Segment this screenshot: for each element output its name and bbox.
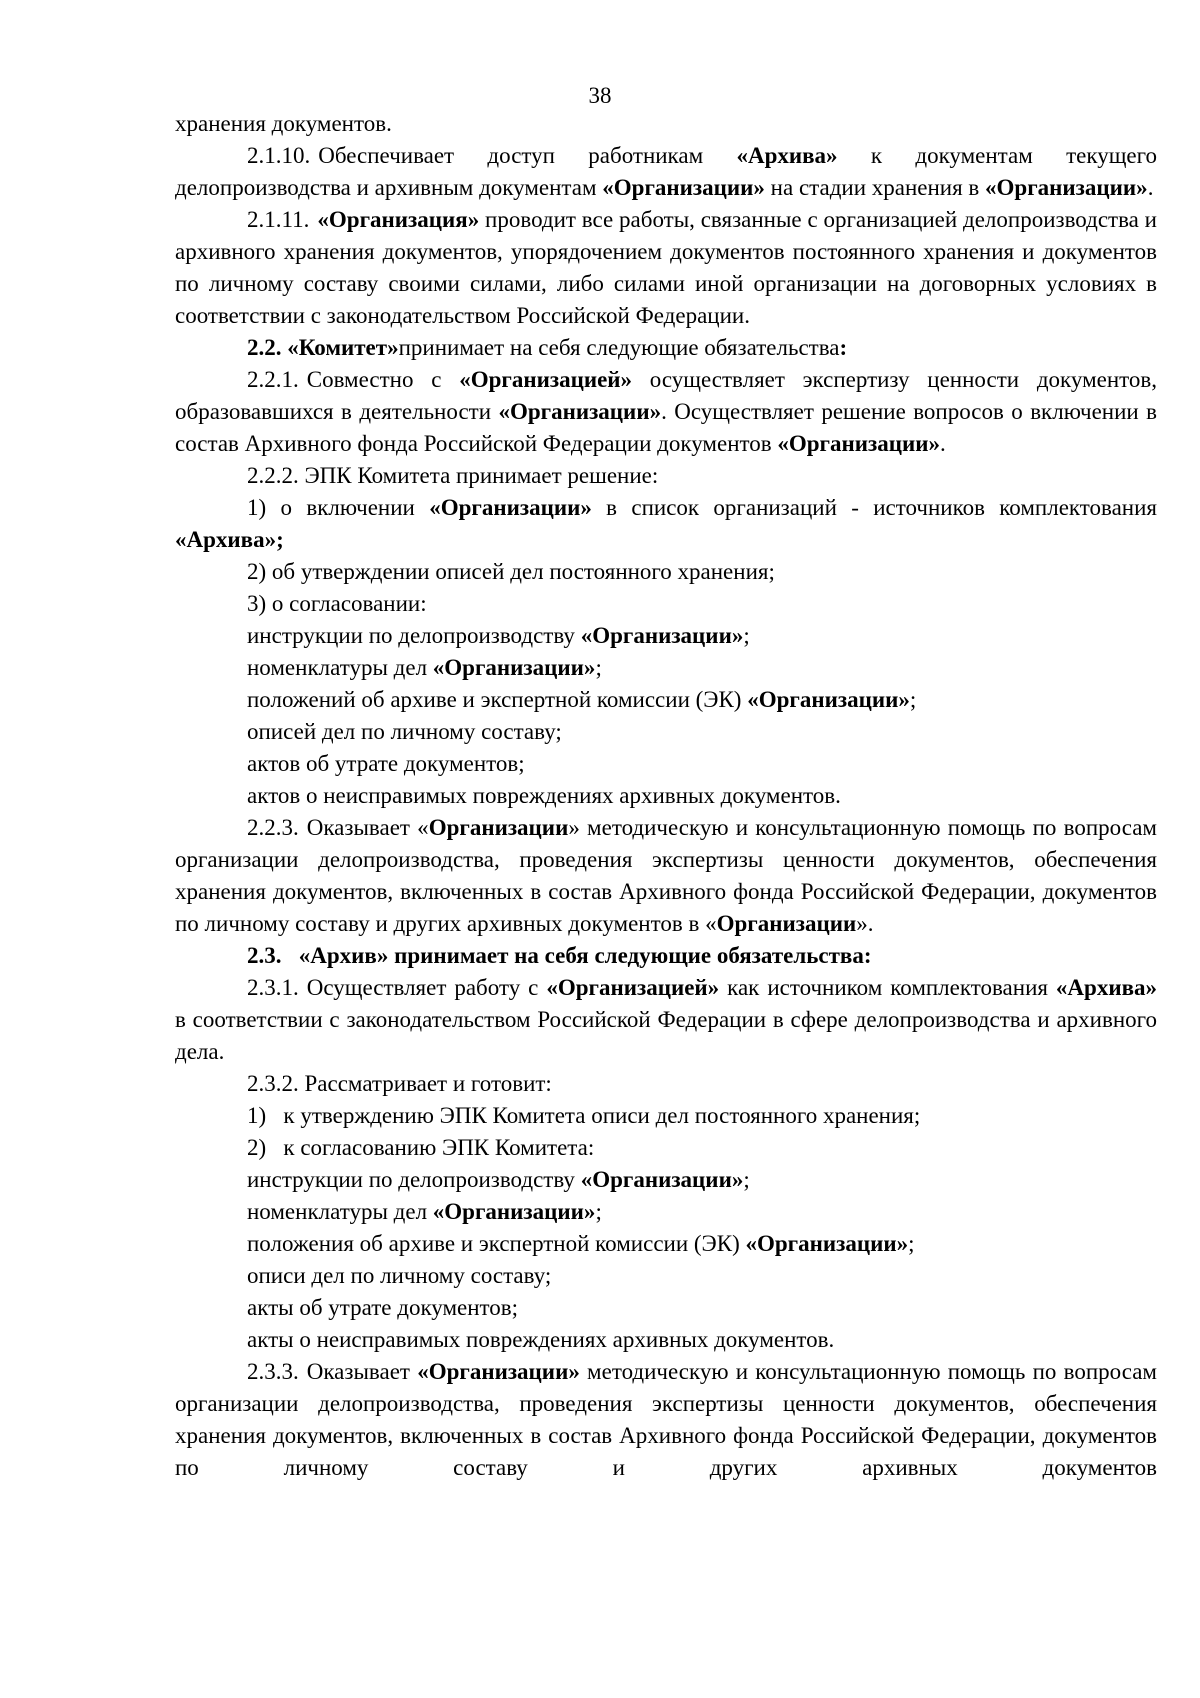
paragraph-2-3-1: 2.3.1. Осуществляет работу с «Организацией» как источником комплектования «Архива» в соответствии с законодательством Российской Федерации в сфере делопроизводства и архивного дела. [175,975,1157,1064]
sub-item: номенклатуры дел «Организации»; [247,655,602,680]
paragraph-2-3-2: 2.3.2. Рассматривает и готовит: [247,1071,552,1096]
sub-item: номенклатуры дел «Организации»; [247,1199,602,1224]
sub-item: акты о неисправимых повреждениях архивных документов. [247,1327,835,1352]
heading-2-3: 2.3. «Архив» принимает на себя следующие обязательства: [247,943,872,968]
paragraph-2-1-10: 2.1.10. Обеспечивает доступ работникам «Архива» к документам текущего делопроизводства и архивным документам «Организации» на стадии хранения в «Организации». [175,143,1157,200]
list-item-2: 2) к согласованию ЭПК Комитета: [247,1135,595,1160]
sub-item: инструкции по делопроизводству «Организации»; [247,623,750,648]
page-number: 38 [588,83,612,108]
sub-item: актов о неисправимых повреждениях архивных документов. [247,783,841,808]
list-item-3: 3) о согласовании: [247,591,427,616]
sub-item: инструкции по делопроизводству «Организации»; [247,1167,750,1192]
paragraph-2-2-2: 2.2.2. ЭПК Комитета принимает решение: [247,463,659,488]
paragraph-2-1-11: 2.1.11. «Организация» проводит все работы, связанные с организацией делопроизводства и архивного хранения документов, упорядочением документов постоянного хранения и документов по личному составу своими силами, либо силами иной организации на договорных условиях в соответствии с законодательством Российской Федерации. [175,207,1157,328]
sub-item: акты об утрате документов; [247,1295,519,1320]
paragraph-2-3-3: 2.3.3. Оказывает «Организации» методическую и консультационную помощь по вопросам организации делопроизводства, проведения экспертизы ценности документов, обеспечения хранения документов, включенных в состав Архивного фонда Российской Федерации, документов по личному составу и других архивных документов [175,1359,1157,1480]
sub-item: описей дел по личному составу; [247,719,562,744]
list-item-2: 2) об утверждении описей дел постоянного хранения; [247,559,775,584]
sub-item: актов об утрате документов; [247,751,525,776]
paragraph-2-2-3: 2.2.3. Оказывает «Организации» методическую и консультационную помощь по вопросам организации делопроизводства, проведения экспертизы ценности документов, обеспечения хранения документов, включенных в состав Архивного фонда Российской Федерации, документов по личному составу и других архивных документов в «Организации». [175,815,1157,936]
paragraph-continuation: хранения документов. [175,111,392,136]
list-item-1: 1) о включении «Организации» в список организаций - источников комплектования «Архива»; [175,495,1157,552]
sub-item: положения об архиве и экспертной комиссии (ЭК) «Организации»; [247,1231,915,1256]
heading-2-2: 2.2. «Комитет»принимает на себя следующие обязательства: [247,335,848,360]
sub-item: описи дел по личному составу; [247,1263,552,1288]
document-body [175,108,1157,1484]
sub-item: положений об архиве и экспертной комиссии (ЭК) «Организации»; [247,687,917,712]
paragraph-2-2-1: 2.2.1. Совместно с «Организацией» осуществляет экспертизу ценности документов, образовавшихся в деятельности «Организации». Осуществляет решение вопросов о включении в состав Архивного фонда Российской Федерации документов «Организации». [175,367,1158,456]
list-item-1: 1) к утверждению ЭПК Комитета описи дел постоянного хранения; [247,1103,921,1128]
